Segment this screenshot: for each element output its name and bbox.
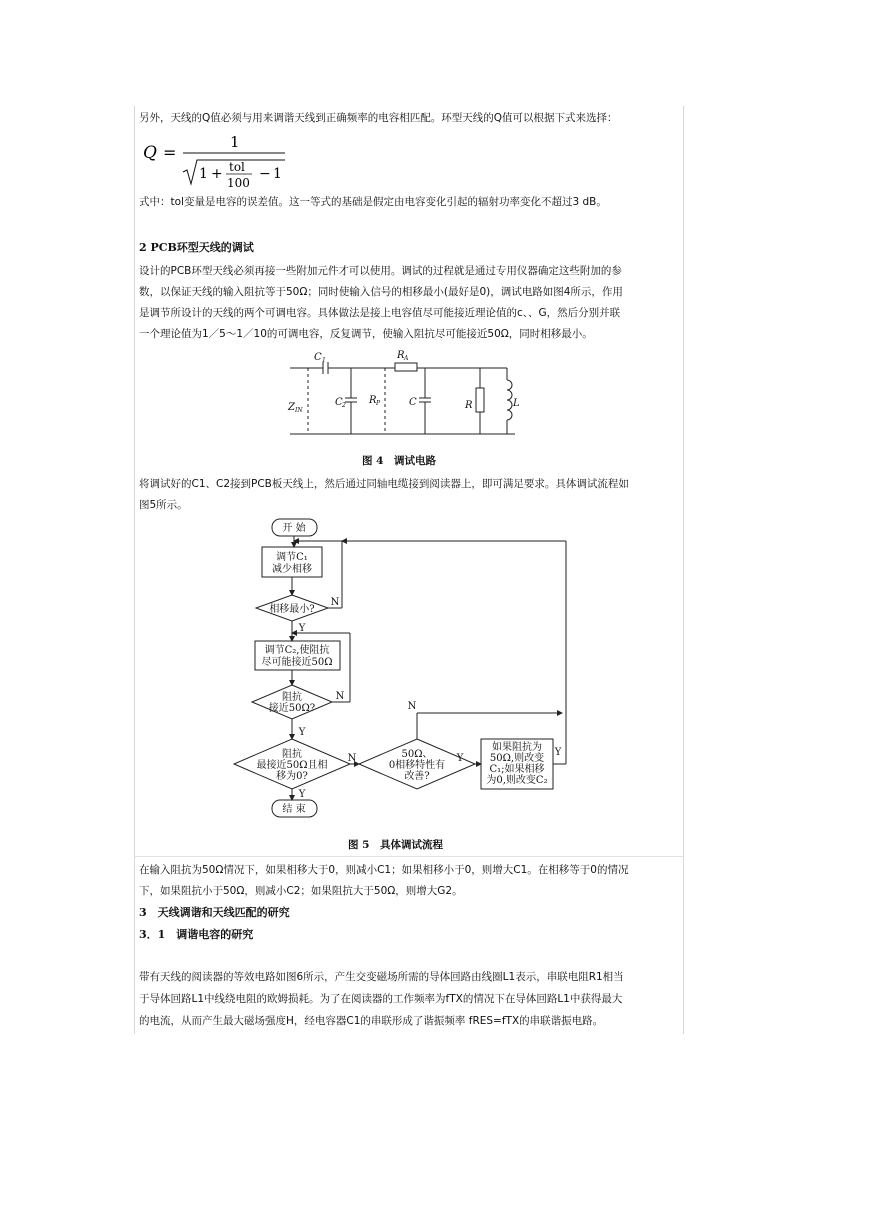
formula-plus: + [211,166,223,182]
left-border [134,106,135,1034]
paragraph-debug-1: 设计的PCB环型天线必须再接一些附加元件才可以使用。调试的过程就是通过专用仪器确定这些附加的参 [139,265,622,277]
label-r: R [465,400,473,411]
flow-start: 开 始 [282,523,306,534]
separator [134,856,683,857]
paragraph-install-2: 图5所示。 [139,499,188,511]
flow-dec2-line1: 阻抗 [282,692,302,703]
formula-minus: − [259,166,271,182]
debug-flowchart [232,513,577,828]
label-rp-sub: P [376,400,381,407]
section-2-title: 2 PCB环型天线的调试 [139,241,254,254]
flow-yes-2: Y [298,727,306,738]
flow-step3-line4: 为0,则改变C₂ [486,775,548,786]
section-3-title: 3 天线调谐和天线匹配的研究 [139,906,290,919]
flow-dec4-line1: 50Ω、 [401,749,433,760]
label-c2: C [335,397,343,408]
flow-end: 结 束 [282,804,306,815]
label-c1-sub: 1 [322,357,326,364]
paragraph-intro: 另外，天线的Q值必须与用来调谐天线到正确频率的电容相匹配。环型天线的Q值可以根据下式来选择： [139,112,618,124]
flow-dec3-line3: 移为0? [276,771,308,782]
debug-circuit-diagram [285,348,525,444]
paragraph-reader-3: 的电流，从而产生最大磁场强度H，经电容器C1的串联形成了谐振频率 fRES=fTX的串联谐振电路。 [139,1015,604,1027]
figure-4-caption: 图 4 调试电路 [362,455,436,467]
paragraph-install-1: 将调试好的C1、C2接到PCB板天线上，然后通过同轴电缆接到阅读器上，即可满足要求。具体调试流程如 [139,478,629,490]
label-rp: R [369,395,377,406]
paragraph-rule-1: 在输入阻抗为50Ω情况下，如果相移大于0，则减小C1；如果相移小于0，则增大C1。在相移等于0的情况 [139,864,629,876]
paragraph-tol: 式中：tol变量是电容的误差值。这一等式的基础是假定由电容变化引起的辐射功率变化不超过3 dB。 [139,196,607,208]
formula-lhs: Q [143,143,157,163]
flow-yes-5: Y [554,747,562,758]
flow-dec3-line1: 阻抗 [282,749,302,760]
right-border [683,106,684,1034]
formula-frac-num: tol [229,160,245,174]
label-c1: C [314,352,322,363]
paragraph-reader-1: 带有天线的阅读器的等效电路如图6所示，产生交变磁场所需的导体回路由线圈L1表示，串联电阻R1相当 [139,971,624,983]
label-l: L [513,398,520,409]
label-ra-sub: A [404,355,409,362]
flow-step3-line2: 50Ω,则改变 [489,753,545,764]
flow-dec2-line2: 接近50Ω? [268,703,316,714]
label-c2-sub: 2 [342,402,346,409]
flow-yes-4: Y [456,753,464,764]
flow-no-4: N [407,701,417,712]
paragraph-rule-2: 下，如果阻抗小于50Ω，则减小C2；如果阻抗大于50Ω，则增大G2。 [139,885,463,897]
flow-dec1: 相移最小? [269,604,315,615]
flow-no-2: N [335,691,345,702]
flow-dec4-line3: 改善? [404,771,430,782]
label-zin-sub: IN [295,407,303,414]
flow-no-1: N [330,597,340,608]
flow-step3-line1: 如果阻抗为 [492,742,542,753]
paragraph-debug-2: 数，以保证天线的输入阻抗等于50Ω；同时使输入信号的相移最小(最好是0)，调试电路如图4所示，作用 [139,286,623,298]
flow-step2-line1: 调节C₂,使阻抗 [264,645,330,656]
formula-numerator: 1 [230,133,240,151]
flow-dec4-line2: 0相移特性有 [388,760,446,771]
paragraph-debug-3: 是调节所设计的天线的两个可调电容。具体做法是接上电容值尽可能接近理论值的c、、G，然后分别并联 [139,307,621,319]
flow-step2-line2: 尽可能接近50Ω [261,657,333,668]
label-ra: R [397,350,405,361]
formula-one: 1 [199,166,208,182]
flow-step1-line2: 减少相移 [272,564,312,575]
formula-frac-den: 100 [227,176,250,190]
formula-eq: = [163,143,177,162]
label-zin: Z [288,402,295,413]
formula-one2: 1 [273,166,282,182]
section-3-1-title: 3．1 调谐电容的研究 [139,928,254,941]
label-c: C [409,397,417,408]
flow-dec3-line2: 最接近50Ω且相 [256,760,328,771]
flow-step3-line3: C₁;如果相移 [489,764,545,775]
paragraph-debug-4: 一个理论值为1／5～1／10的可调电容，反复调节，使输入阻抗尽可能接近50Ω，同时相移最小。 [139,328,593,340]
flow-no-3: N [347,753,357,764]
paragraph-reader-2: 于导体回路L1中线绕电阻的欧姆损耗。为了在阅读器的工作频率为fTX的情况下在导体回路L1中获得最大 [139,993,623,1005]
flow-yes-1: Y [298,623,306,634]
figure-5-caption: 图 5 具体调试流程 [348,839,443,851]
q-formula [139,130,299,192]
flow-step1-line1: 调节C₁ [276,552,308,563]
flow-yes-3: Y [298,789,306,800]
